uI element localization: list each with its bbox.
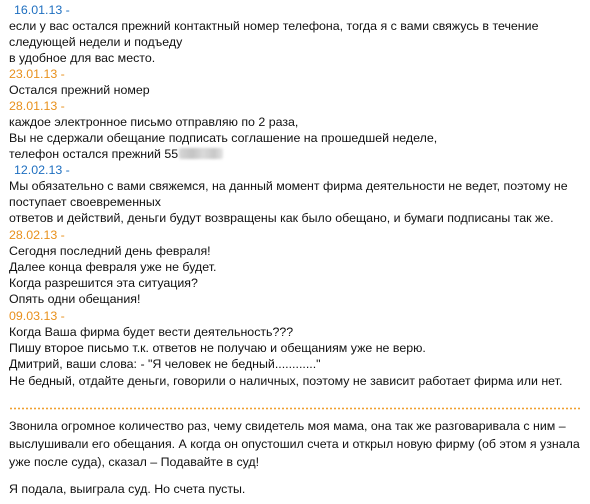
- entry-date: 12.02.13 -: [14, 163, 70, 177]
- entry-text: каждое электронное письмо отправляю по 2 раза,: [9, 115, 299, 129]
- entry-text: Вы не сдержали обещание подписать соглашение на прошедшей неделе,: [9, 131, 438, 145]
- entry-text: Далее конца февраля уже не будет.: [9, 260, 217, 274]
- conclusion-text: Я подала, выиграла суд. Но счета пусты.: [9, 482, 246, 496]
- entry-text: Когда разрешится эта ситуация?: [9, 276, 198, 290]
- entry-text-with-redaction: [9, 146, 223, 162]
- entry-text: Когда Ваша фирма будет вести деятельность???: [9, 325, 294, 339]
- entry-text: если у вас остался прежний контактный номер телефона, тогда я с вами свяжусь в течение: [9, 19, 539, 33]
- entry-date: 09.03.13 -: [9, 309, 65, 323]
- entry-text: Дмитрий, ваши слова: - "Я человек не бедный............": [9, 357, 321, 371]
- summary-paragraph: Звонила огромное количество раз, чему свидетель моя мама, она так же разговаривала с ним – выслушивали его обещания. А когда он опустошил счета и открыл новую фирму (об этом я узнала уже после суда), сказал – Подавайте в суд!: [9, 419, 580, 469]
- redacted-phone-blur: [179, 148, 223, 159]
- entry-date: 28.02.13 -: [9, 228, 65, 242]
- entry-date: 28.01.13 -: [9, 99, 65, 113]
- entry-text: Мы обязательно с вами свяжемся, на данный момент фирма деятельности не ведет, поэтому не: [9, 179, 568, 193]
- entry-date: 16.01.13 -: [14, 3, 70, 17]
- entry-text: Сегодня последний день февраля!: [9, 244, 211, 258]
- entry-text: Остался прежний номер: [9, 83, 150, 97]
- entry-text: в удобное для вас место.: [9, 51, 156, 65]
- entry-text: Пишу второе письмо т.к. ответов не получаю и обещаниям уже не верю.: [9, 341, 426, 355]
- entry-text: Опять одни обещания!: [9, 292, 141, 306]
- entry-text: следующей недели и подъеду: [9, 35, 183, 49]
- entry-text: поступает своевременных: [9, 195, 161, 209]
- entry-text: Не бедный, отдайте деньги, говорили о наличных, поэтому не зависит работает фирма или нет.: [9, 374, 563, 388]
- dotted-divider: [9, 407, 581, 410]
- entry-text: ответов и действий, деньги будут возвращены как было обещано, и бумаги подписаны так же.: [9, 211, 554, 225]
- entry-text: телефон остался прежний 55: [9, 147, 179, 161]
- entry-date: 23.01.13 -: [9, 67, 65, 81]
